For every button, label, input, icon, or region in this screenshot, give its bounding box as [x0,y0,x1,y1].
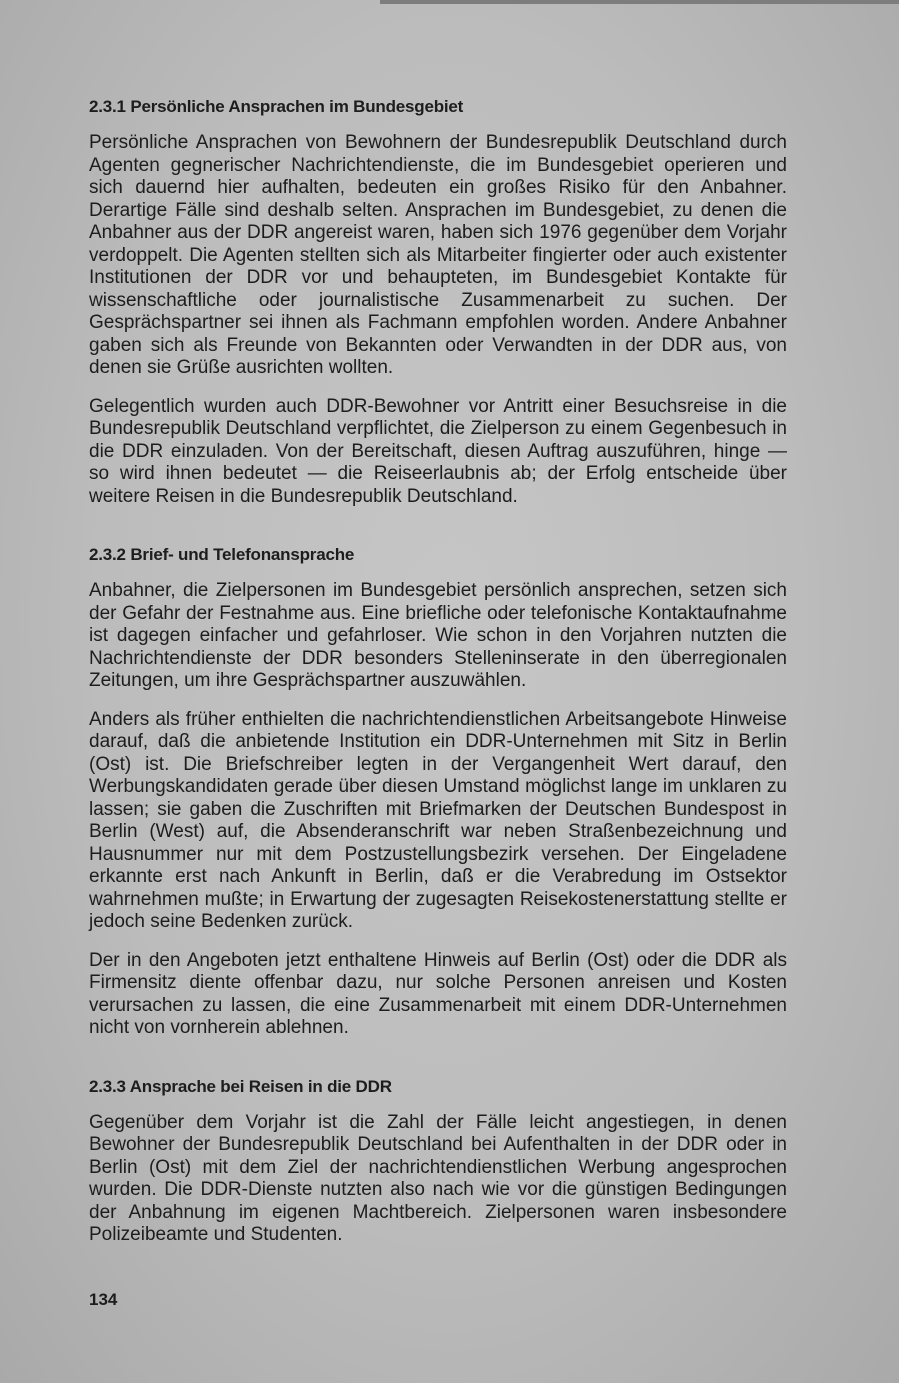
paragraph: Persönliche Ansprachen von Bewohnern der Bundesrepublik Deutschland durch Agenten gegnerischer Nachrichtendienste, die im Bundesgebiet operieren und sich dauernd hier aufhalten, bedeuten ein großes Risiko für den Anbahner. Derartige Fälle sind deshalb selten. Ansprachen im Bundesgebiet, zu denen die Anbahner aus der DDR angereist waren, haben sich 1976 gegenüber dem Vorjahr verdoppelt. Die Agenten stellten sich als Mitarbeiter fingierter oder auch existenter Institutionen der DDR vor und behaupteten, im Bundesgebiet Kontakte für wissenschaftliche oder journalistische Zusammenarbeit zu suchen. Der Gesprächspartner sei ihnen als Fachmann empfohlen worden. Andere Anbahner gaben sich als Freunde von Bekannten oder Verwandten in der DDR aus, von denen sie Grüße ausrichten wollten. [89,132,787,378]
section-heading-2-3-1: 2.3.1 Persönliche Ansprachen im Bundesgebiet [89,97,464,116]
paragraph: Gegenüber dem Vorjahr ist die Zahl der Fälle leicht angestiegen, in denen Bewohner der Bundesrepublik Deutschland bei Aufenthalten in der DDR oder in Berlin (Ost) mit dem Ziel der nachrichtendienstlichen Werbung angesprochen wurden. Die DDR-Dienste nutzten also nach wie vor die günstigen Bedingungen der Anbahnung im eigenen Machtbereich. Zielpersonen waren insbesondere Polizeibeamte und Studenten. [89,1111,787,1245]
paragraph: Der in den Angeboten jetzt enthaltene Hinweis auf Berlin (Ost) oder die DDR als Firmensitz diente offenbar dazu, nur solche Personen anreisen und Kosten verursachen zu lassen, die eine Zusammenarbeit mit einem DDR-Unternehmen nicht von vornherein ablehnen. [89,949,787,1038]
section-heading-2-3-3: 2.3.3 Ansprache bei Reisen in die DDR [89,1076,392,1096]
scan-edge [380,0,899,4]
paragraph: Anders als früher enthielten die nachrichtendienstlichen Arbeitsangebote Hinweise darauf, daß die anbietende Institution ein DDR-Unternehmen mit Sitz in Berlin (Ost) ist. Die Briefschreiber legten in der Vergangenheit Wert darauf, den Werbungskandidaten gerade über diesen Umstand möglichst lange im unklaren zu lassen; sie gaben die Zuschriften mit Briefmarken der Deutschen Bundespost in Berlin (West) auf, die Absenderanschrift war neben Straßenbezeichnung und Hausnummer nur mit dem Postzustellungsbezirk versehen. Der Eingeladene erkannte erst nach Ankunft in Berlin, daß er die Verabredung im Ostsektor wahrnehmen mußte; in Erwartung der zugesagten Reisekostenerstattung stellte er jedoch seine Bedenken zurück. [89,708,787,932]
section-heading-2-3-2: 2.3.2 Brief- und Telefonansprache [89,545,355,564]
paragraph: Anbahner, die Zielpersonen im Bundesgebiet persönlich ansprechen, setzen sich der Gefahr der Festnahme aus. Eine briefliche oder telefonische Kontaktaufnahme ist dagegen einfacher und gefahrloser. Wie schon in den Vorjahren nutzten die Nachrichtendienste der DDR besonders Stelleninserate in den überregionalen Zeitungen, um ihre Gesprächspartner auszuwählen. [89,580,787,691]
page-content [89,96,787,1247]
page-number: 134 [89,1290,118,1309]
paragraph: Gelegentlich wurden auch DDR-Bewohner vor Antritt einer Besuchsreise in die Bundesrepublik Deutschland verpflichtet, die Zielperson zu einem Gegenbesuch in die DDR einzuladen. Von der Bereitschaft, diesen Auftrag auszuführen, hinge — so wird ihnen bedeutet — die Reiseerlaubnis ab; der Erfolg entscheide über weitere Reisen in die Bundesrepublik Deutschland. [89,395,787,507]
